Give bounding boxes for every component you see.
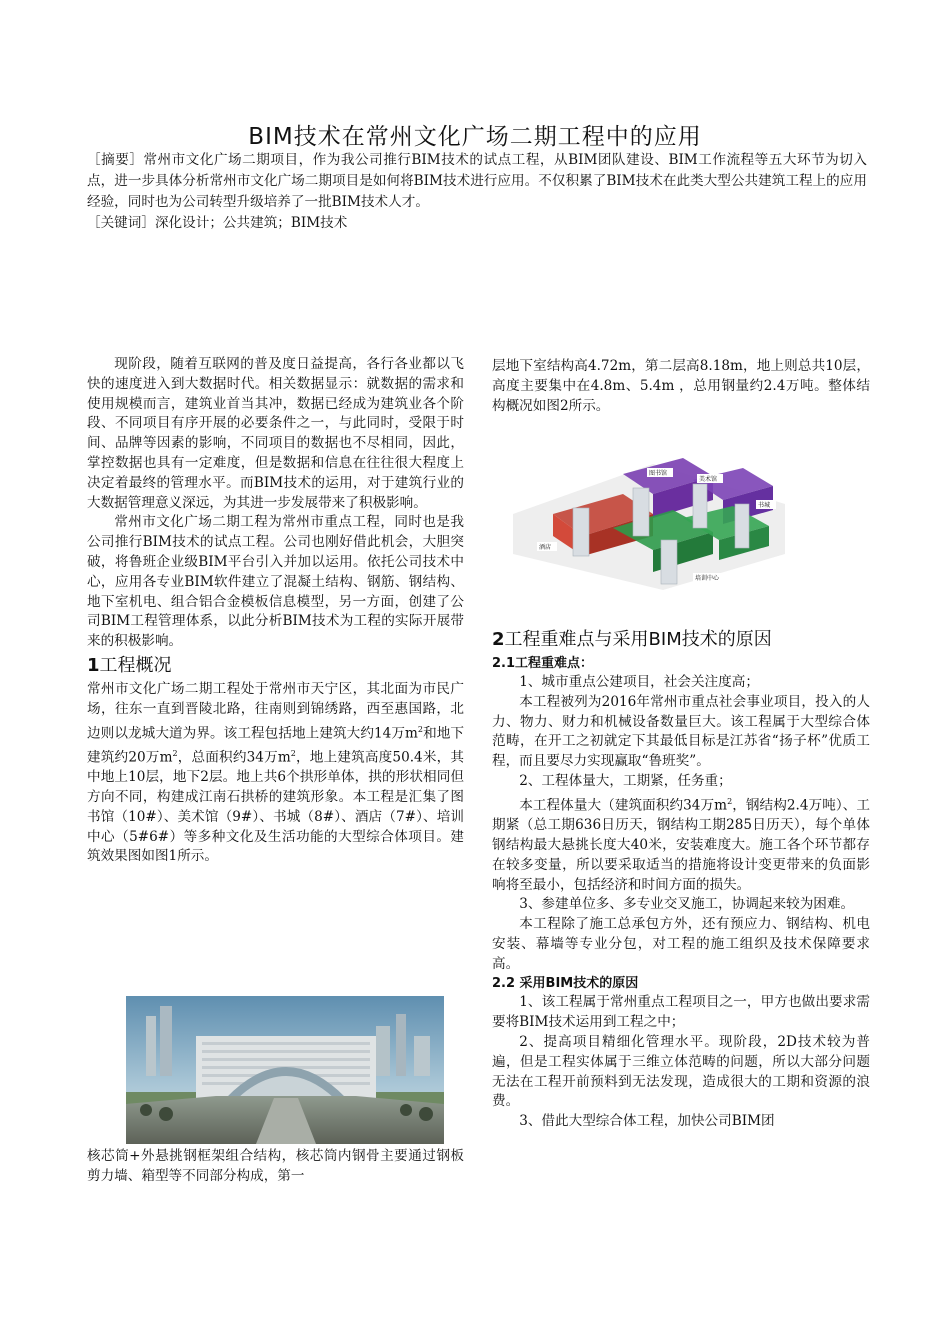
right-column-body [492, 626, 870, 1132]
difficulty-2-detail [492, 792, 870, 896]
section-1-heading [87, 654, 464, 678]
section-1-paragraph [87, 680, 464, 867]
structure-paragraph: 层地下室结构高4.72m，第二层高8.18m，地上则总共10层，高度主要集中在4.8m、5.4m ，总用钢量约2.4万吨。整体结构概况如图2所示。 [492, 358, 870, 414]
structure-model-image [513, 444, 785, 590]
building-rendering-image [126, 996, 444, 1144]
superscript: 2 [172, 748, 178, 758]
difficulty-1-detail: 本工程被列为2016年常州市重点社会事业项目，投入的人力、物力、财力和机械设备数量巨大。该工程属于大型综合体范畴，在开工之初就定下其最低目标是江苏省“扬子杯”优质工程，而且要尽力实现赢取“鲁班奖”。 [492, 693, 870, 770]
tail-text: 核芯筒+外悬挑钢框架组合结构，核芯筒内钢骨主要通过钢板剪力墙、箱型等不同部分构成，第一 [87, 1148, 464, 1184]
label-hotel: 酒店 [539, 544, 552, 551]
figure-2-structure-model [513, 444, 785, 590]
paper-title: BIM技术在常州文化广场二期工程中的应用 [248, 124, 702, 150]
section-2-heading [492, 628, 870, 652]
section-2-number: 2 [492, 629, 505, 650]
intro-paragraph-2: 常州市文化广场二期工程为常州市重点工程，同时也是我公司推行BIM技术的试点工程。公司也刚好借此机会，大胆突破，将鲁班企业级BIM平台引入并加以运用。依托公司技术中心，应用各专业BIM软件建立了混凝土结构、钢筋、钢结构、地下室机电、组合铝合金模板信息模型，另一方面，创建了公司BIM工程管理体系，以此分析BIM技术为工程的实际开展带来的积极影响。 [87, 514, 464, 650]
label-training-center: 培训中心 [695, 575, 720, 582]
section-1-text-c: ，总面积约34万m [177, 749, 291, 766]
intro-paragraph-1: 现阶段，随着互联网的普及度日益提高，各行各业都以飞快的速度进入到大数据时代。相关数据显示：就数据的需求和使用规模而言，建筑业首当其冲，数据已经成为建筑业各个阶段、不同项目有序开展的必要条件之一，与此同时，受限于时间、品牌等因素的影响，不同项目的数据也不尽相同，因此，掌控数据也具有一定难度，但是数据和信息在往往很大程度上决定着最终的管理水平。而BIM技术的运用，对于建筑行业的大数据管理意义深远，为其进一步发展带来了积极影响。 [87, 356, 464, 511]
superscript: 2 [727, 796, 733, 806]
label-bookstore: 书城 [758, 502, 771, 509]
label-library: 图书馆 [649, 470, 668, 477]
section-2-title: 工程重难点与采用BIM技术的原因 [504, 629, 772, 650]
difficulty-2: 2、工程体量大，工期紧，任务重； [519, 772, 732, 789]
section-1-text-b: 和地下建筑约20万m [87, 725, 465, 766]
difficulty-2-text-b: ，钢结构2.4万吨）、工期紧（总工期636日历天，钢结构工期285日历天），每个单体钢结构最大悬挑长度大40米，安装难度大。施工各个环节都存在较多变量，所以要采取适当的措施将设计变更带来的负面影响将至最小，包括经济和时间方面的损失。 [492, 797, 871, 893]
label-art-museum: 美术馆 [699, 476, 718, 483]
section-1-number: 1 [87, 654, 100, 676]
reason-3: 3、借此大型综合体工程，加快公司BIM团 [519, 1113, 775, 1130]
subsection-2-2-heading: 2.2 采用BIM技术的原因 [492, 976, 639, 992]
difficulty-3-detail: 本工程除了施工总承包方外，还有预应力、钢结构、机电安装、幕墙等专业分包，对工程的施工组织及技术保障要求高。 [492, 916, 870, 972]
left-column [87, 355, 464, 867]
left-column-tail [87, 1147, 464, 1187]
figure-1-building-rendering [126, 996, 444, 1144]
difficulty-2-text-a: 本工程体量大（建筑面积约34万m [519, 797, 728, 814]
superscript: 2 [290, 748, 296, 758]
right-column-top [492, 357, 870, 416]
difficulty-3: 3、参建单位多、多专业交叉施工，协调起来较为困难。 [519, 896, 855, 913]
difficulty-1: 1、城市重点公建项目，社会关注度高； [519, 674, 759, 690]
reason-1: 1、该工程属于常州重点工程项目之一，甲方也做出要求需要将BIM技术运用到工程之中； [492, 994, 870, 1031]
section-1-title: 工程概况 [99, 654, 172, 676]
section-1-text-a: 常州市文化广场二期工程处于常州市天宁区，其北面为市民广场，往东一直到晋陵北路，往南则到锦绣路，西至惠国路，北边则以龙城大道为界。该工程包括地上建筑大约14万m [87, 680, 464, 742]
keywords: ［关键词］深化设计；公共建筑；BIM技术 [87, 215, 348, 231]
abstract-text: ［摘要］常州市文化广场二期项目，作为我公司推行BIM技术的试点工程，从BIM团队建设、BIM工作流程等五大环节为切入点，进一步具体分析常州市文化广场二期项目是如何将BIM技术进行应用。不仅积累了BIM技术在此类大型公共建筑工程上的应用经验，同时也为公司转型升级培养了一批BIM技术人才。 [87, 152, 867, 210]
superscript: 2 [417, 724, 424, 734]
subsection-2-1-heading: 2.1工程重难点： [492, 656, 594, 671]
abstract-block [87, 150, 867, 234]
reason-2: 2、提高项目精细化管理水平。现阶段，2D技术较为普遍，但是工程实体属于三维立体范畴的问题，所以大部分问题无法在工程开前预料到无法发现，造成很大的工期和资源的浪费。 [492, 1034, 870, 1110]
section-1-text-d: ，地上建筑高度50.4米，其中地上10层，地下2层。地上共6个拱形单体，拱的形状相同但方向不同，构建成江南石拱桥的建筑形象。本工程是汇集了图书馆（10#）、美术馆（9#）、书城（8#）、酒店（7#）、培训中心（5#6#）等多种文化及生活功能的大型综合体项目。建筑效果图如图1所示。 [87, 749, 465, 865]
